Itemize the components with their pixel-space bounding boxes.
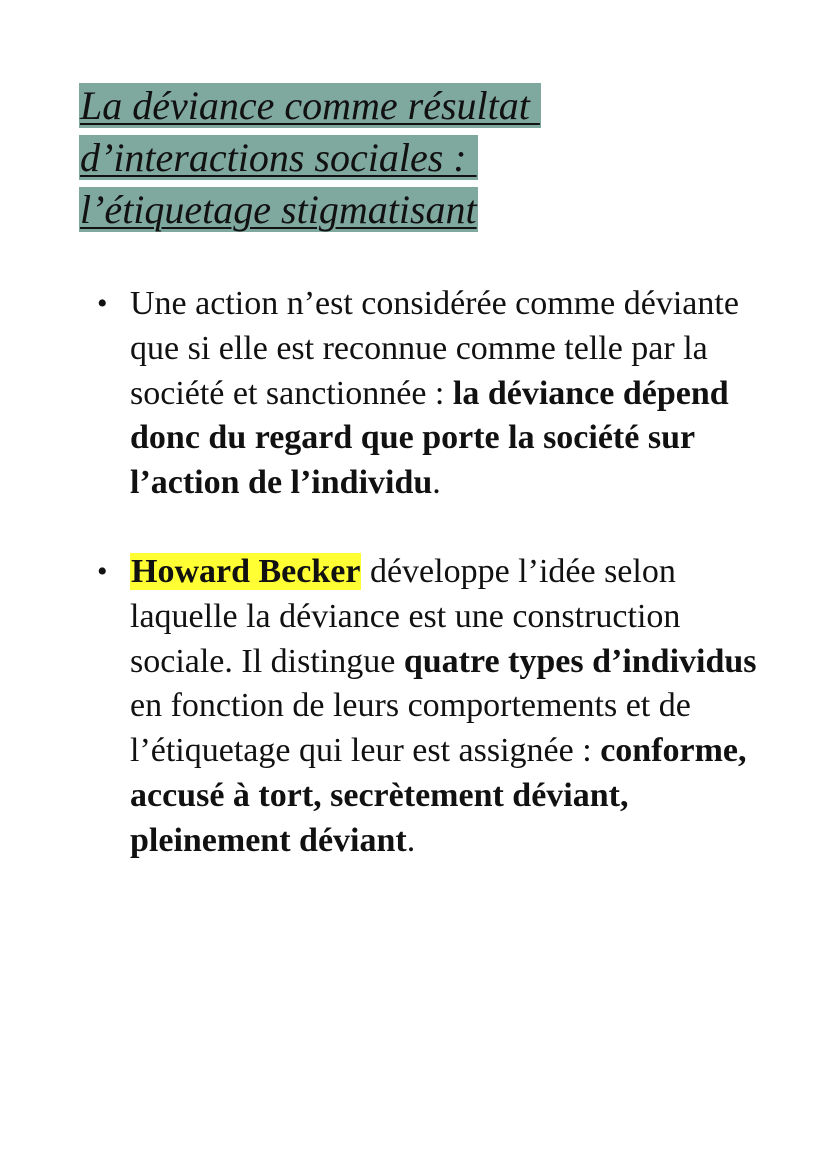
bullet-item-deviance-definition	[92, 282, 782, 506]
bullet-item-howard-becker	[92, 550, 782, 864]
bold-text-segment: quatre types d’individus	[403, 642, 757, 680]
bullet-list	[92, 282, 782, 908]
text-segment: développe l’idée selon laquelle la déviance est une construction sociale. Il distingue	[130, 552, 681, 680]
text-segment: .	[432, 464, 441, 502]
bullet-icon: •	[97, 287, 108, 320]
title-line: d’interactions sociales :	[80, 135, 477, 180]
bullet-paragraph	[130, 282, 782, 506]
page-title	[79, 80, 599, 236]
bullet-icon: •	[97, 554, 108, 588]
bullet-paragraph	[130, 550, 782, 864]
text-segment: .	[406, 821, 416, 859]
title-line: l’étiquetage stigmatisant	[80, 187, 477, 232]
text-segment: en fonction de leurs comportements et de l’étiquetage qui leur est assignée :	[130, 687, 691, 770]
highlighted-name: Howard Becker	[131, 552, 361, 590]
text-segment: Une action n’est considérée comme déviante que si elle est reconnue comme telle par la société et sanctionnée :	[130, 285, 739, 412]
bold-text-segment: la déviance dépend donc du regard que porte la société sur l’action de l’individu	[130, 374, 729, 502]
bold-text-segment: conforme, accusé à tort, secrètement déviant, pleinement déviant	[130, 732, 747, 859]
title-line: La déviance comme résultat	[80, 83, 540, 128]
